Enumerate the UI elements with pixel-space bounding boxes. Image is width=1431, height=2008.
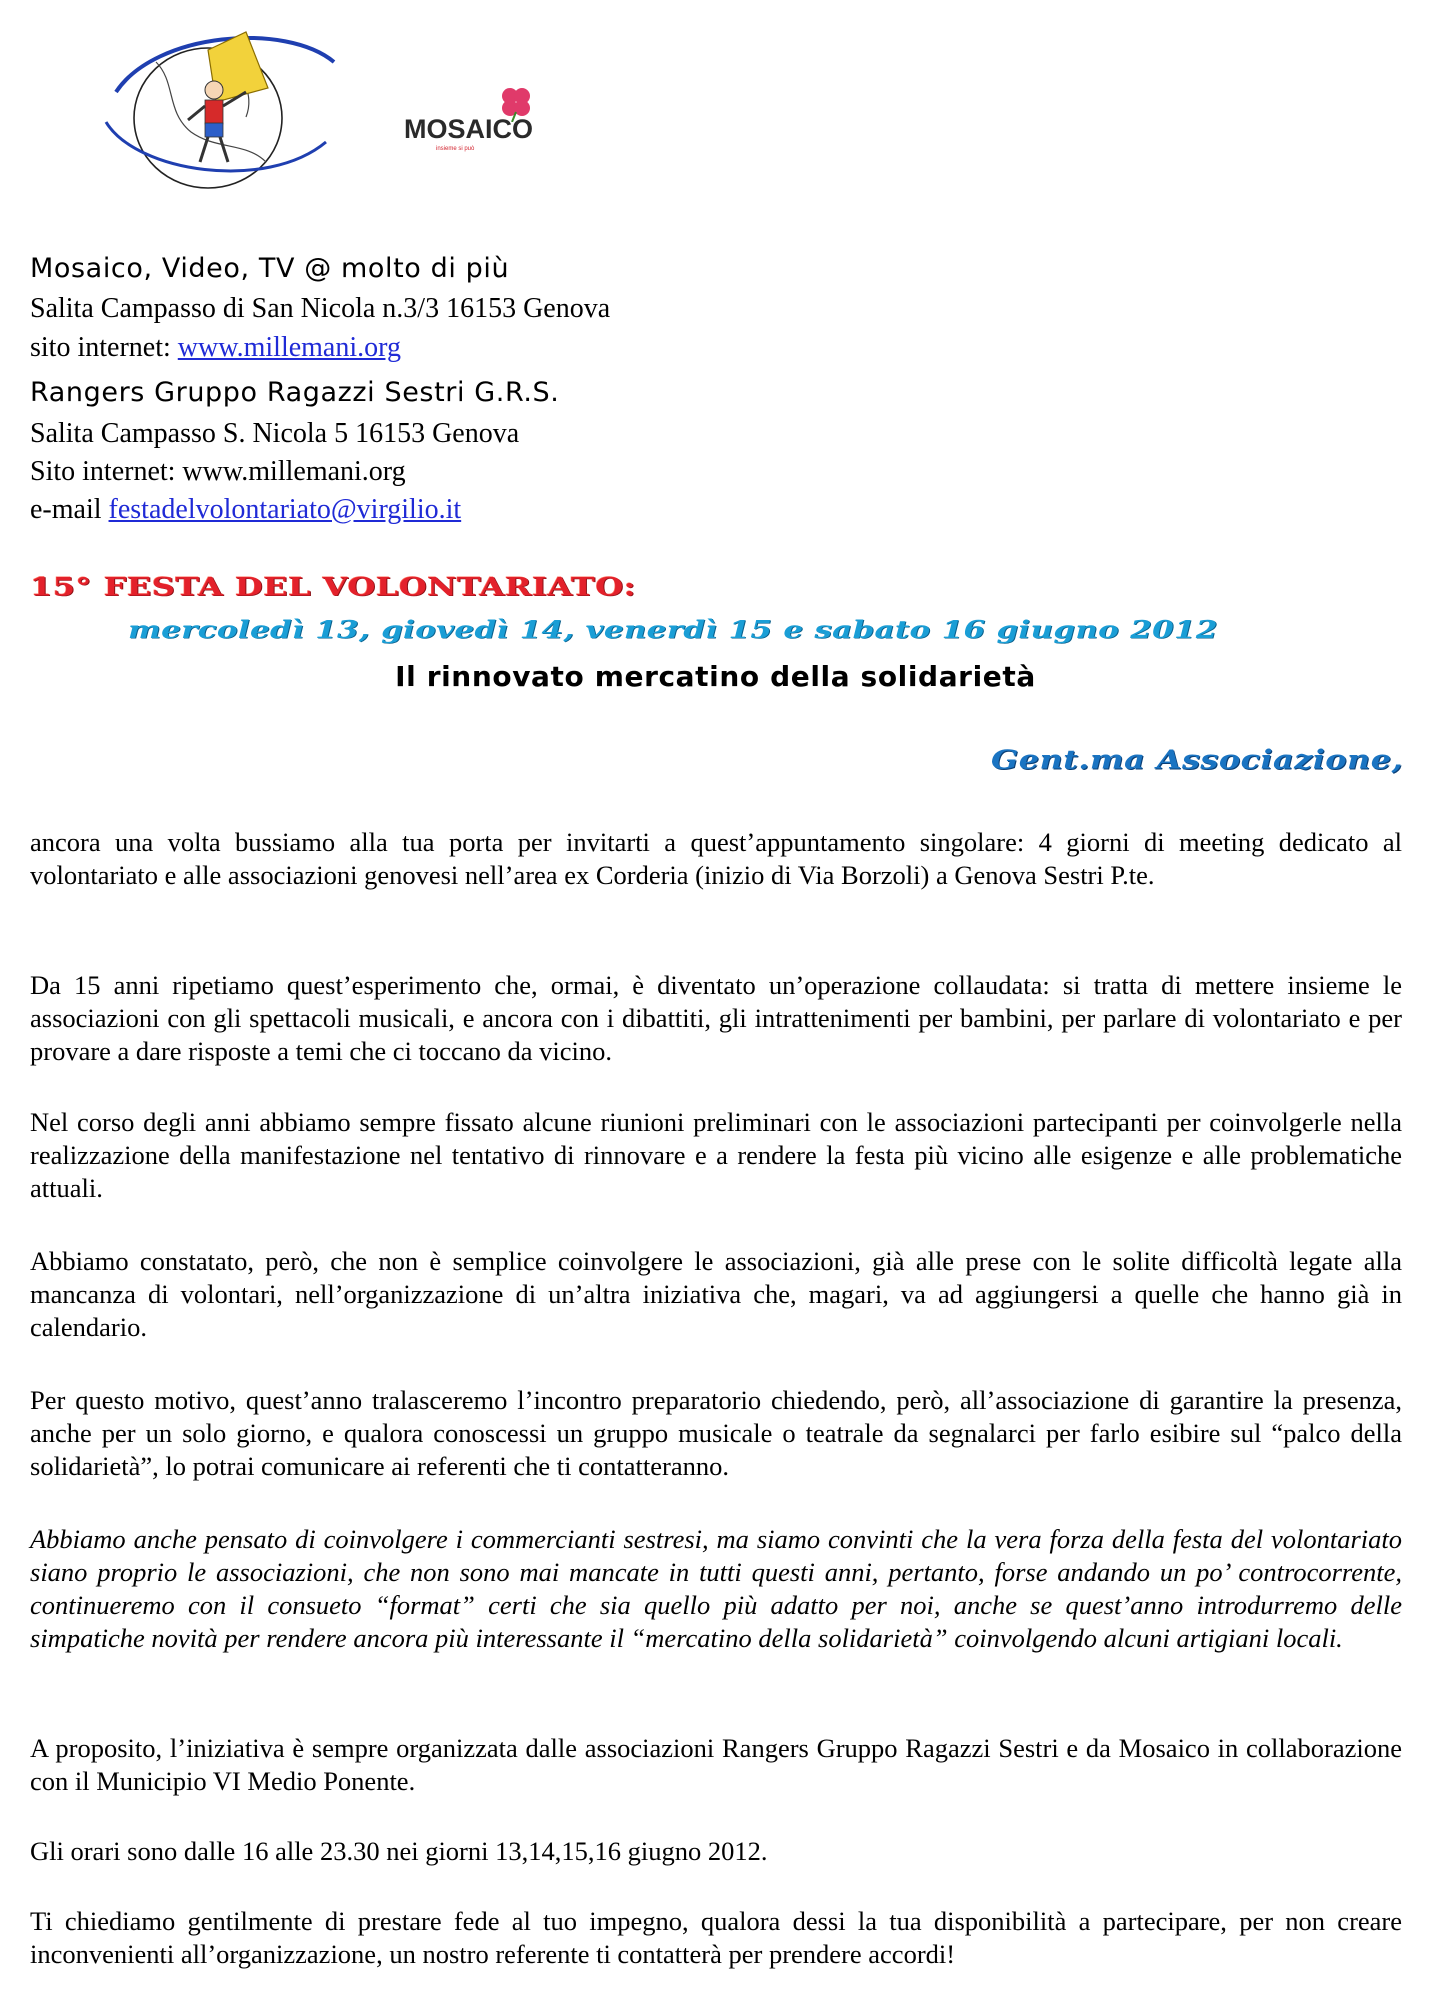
festival-dates: mercoledì 13, giovedì 14, venerdì 15 e sabato 16 giugno 2012 xyxy=(128,616,1218,645)
mosaico-logo-tagline: insieme si può xyxy=(436,146,475,152)
rangers-globe-logo xyxy=(96,22,346,190)
org1-name: Mosaico, Video, TV @ molto di più xyxy=(30,253,510,284)
org1-address: Salita Campasso di San Nicola n.3/3 16153 Genova xyxy=(30,293,611,324)
paragraph-5: Per questo motivo, quest’anno tralasceremo l’incontro preparatorio chiedendo, però, all’associazione di garantire la presenza, anche per un solo giorno, e qualora conoscessi un gruppo musicale o teatrale da segnalarci per farlo esibire sul “palco della solidarietà”, lo potrai comunicare ai referenti che ti contatteranno. xyxy=(30,1385,1402,1481)
org1-site-label: sito internet: xyxy=(30,332,178,363)
festival-subtitle: Il rinnovato mercatino della solidarietà xyxy=(395,660,1036,693)
mosaico-logo-text: MOSAICO xyxy=(404,114,534,144)
org1-site-link[interactable]: www.millemani.org xyxy=(177,332,401,363)
email-label: e-mail xyxy=(30,494,109,525)
org2-address: Salita Campasso S. Nicola 5 16153 Genova xyxy=(30,418,520,449)
paragraph-1: ancora una volta bussiamo alla tua porta per invitarti a quest’appuntamento singolare: 4 giorni di meeting dedicato al volontariato e alle associazioni genovesi nell’area ex Corderia (inizio di Via Borzoli) a Genova Sestri P.te. xyxy=(30,827,1402,890)
org2-name: Rangers Gruppo Ragazzi Sestri G.R.S. xyxy=(30,377,560,408)
paragraph-2: Da 15 anni ripetiamo quest’esperimento che, ormai, è diventato un’operazione collaudata: si tratta di mettere insieme le associazioni con gli spettacoli musicali, e ancora con i dibattiti, gli intrattenimenti per bambini, per parlare di volontariato e per provare a dare risposte a temi che ci toccano da vicino. xyxy=(30,970,1402,1066)
paragraph-3: Nel corso degli anni abbiamo sempre fissato alcune riunioni preliminari con le associazioni partecipanti per coinvolgerle nella realizzazione della manifestazione nel tentativo di rinnovare e a rendere la festa più vicino alle esigenze e alle problematiche attuali. xyxy=(30,1107,1402,1203)
org2-site: Sito internet: www.millemani.org xyxy=(30,456,406,487)
paragraph-8: Gli orari sono dalle 16 alle 23.30 nei giorni 13,14,15,16 giugno 2012. xyxy=(30,1836,768,1866)
paragraph-6: Abbiamo anche pensato di coinvolgere i commercianti sestresi, ma siamo convinti che la vera forza della festa del volontariato siano proprio le associazioni, che non sono mai mancate in tutti questi anni, pertanto, forse andando un po’ controcorrente, continueremo con il consueto “format” certi che sia quello più adatto per noi, anche se quest’anno introdurremo delle simpatiche novità per rendere ancora più interessante il “mercatino della solidarietà” coinvolgendo alcuni artigiani locali. xyxy=(30,1524,1402,1653)
email-line xyxy=(30,494,1410,526)
paragraph-9: Ti chiediamo gentilmente di prestare fede al tuo impegno, qualora dessi la tua disponibilità a partecipare, per non creare inconvenienti all’organizzazione, un nostro referente ti contatterà per prendere accordi! xyxy=(30,1906,1402,1969)
paragraph-4: Abbiamo constatato, però, che non è semplice coinvolgere le associazioni, già alle prese con le solite difficoltà legate alla mancanza di volontari, nell’organizzazione di un’altra iniziativa che, magari, va ad aggiungersi a quelle che hanno già in calendario. xyxy=(30,1246,1402,1342)
email-link[interactable]: festadelvolontariato@virgilio.it xyxy=(108,494,462,525)
mosaico-logo xyxy=(404,84,594,154)
paragraph-7: A proposito, l’iniziativa è sempre organizzata dalle associazioni Rangers Gruppo Ragazzi Sestri e da Mosaico in collaborazione con il Municipio VI Medio Ponente. xyxy=(30,1733,1402,1796)
greeting: Gent.ma Associazione, xyxy=(990,744,1403,776)
org1-site-line xyxy=(30,332,1410,364)
festival-title: 15° FESTA DEL VOLONTARIATO: xyxy=(30,572,636,602)
